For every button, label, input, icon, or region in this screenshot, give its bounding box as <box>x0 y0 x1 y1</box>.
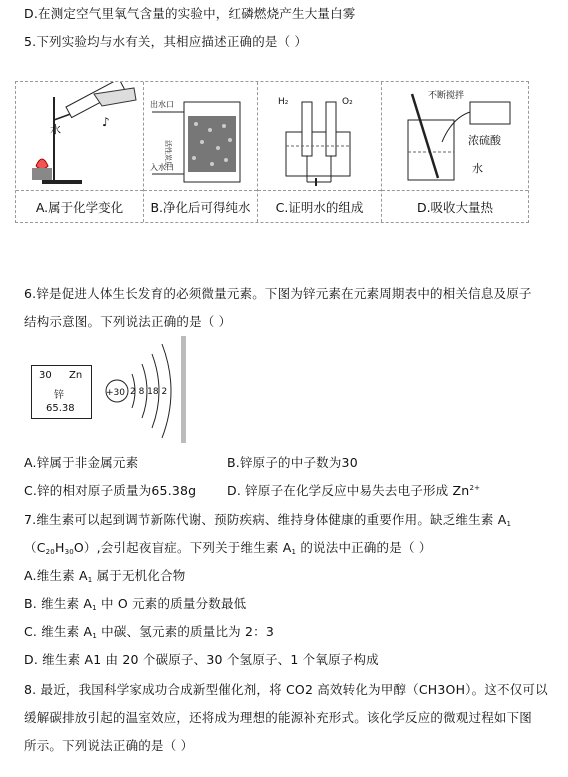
q8-stem-line2: 缓解碳排放引起的温室效应，还将成为理想的能源补充形式。该化学反应的微观过程如下图 <box>24 710 533 725</box>
electrolysis-apparatus-icon <box>258 82 382 192</box>
zn-atomic-number: 30 <box>39 370 52 381</box>
q7-c-pre: C. 维生素 A <box>24 624 93 639</box>
q7-stem-b-end: 的说法中正确的是（ ） <box>296 540 432 555</box>
q7-stem-a: 7.维生素可以起到调节新陈代谢、预防疾病、维持身体健康的重要作用。缺乏维生素 A <box>24 512 507 527</box>
q6-option-d: D. 锌原子在化学反应中易失去电子形成 Zn <box>227 483 470 498</box>
q7-stem-line1 <box>24 510 511 528</box>
q6-stem-line2: 结构示意图。下列说法正确的是（ ） <box>24 314 232 329</box>
q6-option-d-line <box>227 481 480 499</box>
q5-cell-d <box>382 82 528 222</box>
water-purifier-icon <box>144 82 258 192</box>
q7-stem-line2 <box>24 538 432 556</box>
q5-c-o2-text: O₂ <box>342 97 353 107</box>
svg-text:♪: ♪ <box>102 115 110 129</box>
acid-dilution-icon <box>382 82 528 192</box>
q7-a-pre: A.维生素 A <box>24 568 88 583</box>
distillation-apparatus-icon <box>16 82 144 192</box>
q5-b-label: B.净化后可得纯水 <box>150 200 251 215</box>
q5-a-label: A.属于化学变化 <box>35 200 124 215</box>
q5-a-water-text: 水 <box>50 123 61 136</box>
q5-d-water-text: 水 <box>472 162 483 175</box>
q7-c-sub: 1 <box>92 632 97 640</box>
zn-nucleus-charge: +30 <box>106 388 125 398</box>
q7-stem-a-sub: 1 <box>506 520 512 528</box>
q7-option-b <box>24 594 246 612</box>
q5-stem: 5.下列实验均与水有关，其相应描述正确的是（ ） <box>24 34 308 49</box>
q7-a-sub: 1 <box>87 576 93 584</box>
q7-b-pre: B. 维生素 A <box>24 596 93 611</box>
q7-option-d: D. 维生素 A1 由 20 个碳原子、30 个氢原子、1 个氧原子构成 <box>24 652 379 667</box>
q6-option-b: B.锌原子的中子数为30 <box>227 455 358 470</box>
q5-b-carbon-text: 活性炭层 <box>164 140 172 168</box>
q6-option-a: A.锌属于非金属元素 <box>24 455 139 470</box>
q4-option-d: D.在测定空气里氧气含量的实验中，红磷燃烧产生大量白雾 <box>24 6 356 21</box>
q5-b-inlet-text: 入水口 <box>150 163 174 172</box>
q7-c-post: 中碳、氢元素的质量比为 2：3 <box>96 624 275 639</box>
q5-figure-table <box>15 81 529 223</box>
q7-b-sub: 1 <box>92 604 97 612</box>
q6-option-d-charge: 2+ <box>469 484 481 492</box>
q5-d-acid-text: 浓硫酸 <box>468 134 501 147</box>
q5-cell-b <box>144 82 258 222</box>
zn-electron-shells: 2 8 18 2 <box>130 387 168 397</box>
q5-d-label: D.吸收大量热 <box>416 200 494 215</box>
q7-a-post: 属于无机化合物 <box>92 568 186 583</box>
q7-formula-h-count: 30 <box>64 548 74 556</box>
q8-stem-line3: 所示。下列说法正确的是（ ） <box>24 738 194 753</box>
q5-b-outlet-text: 出水口 <box>150 100 174 109</box>
q5-cell-c <box>258 82 382 222</box>
q5-cell-a <box>16 82 144 222</box>
q6-stem-line1: 6.锌是促进人体生长发育的必须微量元素。下图为锌元素在元素周期表中的相关信息及原子 <box>24 286 532 301</box>
q7-stem-b-post: O）,会引起夜盲症。下列关于维生素 A <box>73 540 292 555</box>
q5-c-h2-text: H₂ <box>278 97 289 107</box>
q7-formula-c-count: 20 <box>45 548 55 556</box>
q7-option-c <box>24 622 274 640</box>
zn-symbol: Zn <box>69 370 83 381</box>
zn-mass: 65.38 <box>46 403 75 414</box>
q7-formula-pre: （C <box>24 540 46 555</box>
divider-bar <box>181 336 186 443</box>
q7-stem-b-sub: 1 <box>291 548 297 556</box>
q7-formula-h: H <box>54 540 65 555</box>
zn-periodic-cell <box>31 365 92 419</box>
q6-option-c: C.锌的相对原子质量为65.38g <box>24 483 197 498</box>
q5-d-stir-text: 不断搅拌 <box>428 91 465 101</box>
zn-name: 锌 <box>54 390 64 401</box>
q5-c-label: C.证明水的组成 <box>275 200 364 215</box>
q7-option-a <box>24 566 185 584</box>
q7-b-post: 中 O 元素的质量分数最低 <box>96 596 247 611</box>
q8-stem-line1: 8. 最近，我国科学家成功合成新型催化剂，将 CO2 高效转化为甲醇（CH3OH）。这不仅可以 <box>24 682 548 697</box>
